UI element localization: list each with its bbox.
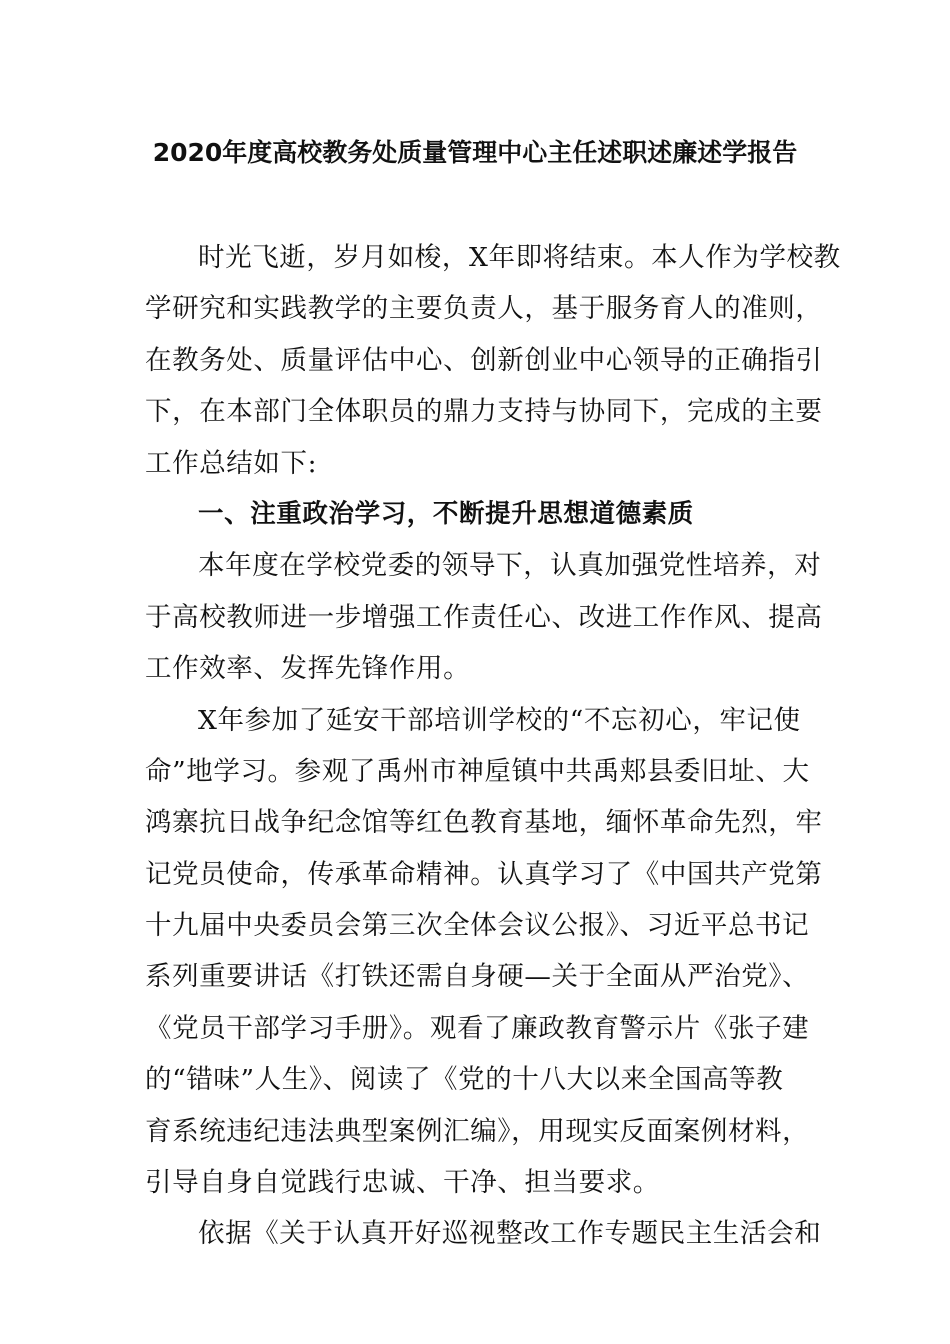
paragraph-line: X年参加了延安干部培训学校的“不忘初心，牢记使 bbox=[198, 704, 801, 736]
paragraph-line: 的“错味”人生》、阅读了《党的十八大以来全国高等教 bbox=[145, 1064, 784, 1096]
paragraph-line: 引导自身自觉践行忠诚、干净、担当要求。 bbox=[145, 1167, 660, 1199]
document-body bbox=[145, 232, 841, 1260]
paragraph-line: 记党员使命，传承革命精神。认真学习了《中国共产党第 bbox=[145, 858, 823, 890]
paragraph-line: 在教务处、质量评估中心、创新创业中心领导的正确指引 bbox=[145, 344, 823, 376]
paragraph-line: 鸿寨抗日战争纪念馆等红色教育基地，缅怀革命先烈，牢 bbox=[145, 807, 823, 839]
paragraph-line: 《党员干部学习手册》。观看了廉政教育警示片《张子建 bbox=[145, 1012, 810, 1044]
paragraph-line: 工作总结如下: bbox=[145, 447, 318, 479]
section-heading: 一、注重政治学习，不断提升思想道德素质 bbox=[198, 498, 694, 529]
paragraph-line: 育系统违纪违法典型案例汇编》，用现实反面案例材料， bbox=[145, 1115, 810, 1147]
paragraph-line: 下，在本部门全体职员的鼎力支持与协同下，完成的主要 bbox=[145, 396, 823, 428]
paragraph-line: 于高校教师进一步增强工作责任心、改进工作作风、提高 bbox=[145, 601, 823, 633]
paragraph-line: 本年度在学校党委的领导下，认真加强党性培养，对 bbox=[198, 550, 822, 582]
paragraph-line: 系列重要讲话《打铁还需自身硬—关于全面从严治党》、 bbox=[145, 961, 810, 993]
paragraph-line: 依据《关于认真开好巡视整改工作专题民主生活会和 bbox=[198, 1218, 822, 1250]
paragraph-line: 学研究和实践教学的主要负责人，基于服务育人的准则， bbox=[145, 293, 823, 325]
paragraph-line: 时光飞逝，岁月如梭，X年即将结束。本人作为学校教 bbox=[198, 242, 841, 273]
paragraph-line: 工作效率、发挥先锋作用。 bbox=[145, 653, 471, 685]
document-title: 2020年度高校教务处质量管理中心主任述职述廉述学报告 bbox=[152, 138, 798, 167]
paragraph-line: 十九届中央委员会第三次全体会议公报》、习近平总书记 bbox=[145, 910, 810, 942]
paragraph-line: 命”地学习。参观了禹州市神垕镇中共禹郏县委旧址、大 bbox=[145, 755, 810, 787]
